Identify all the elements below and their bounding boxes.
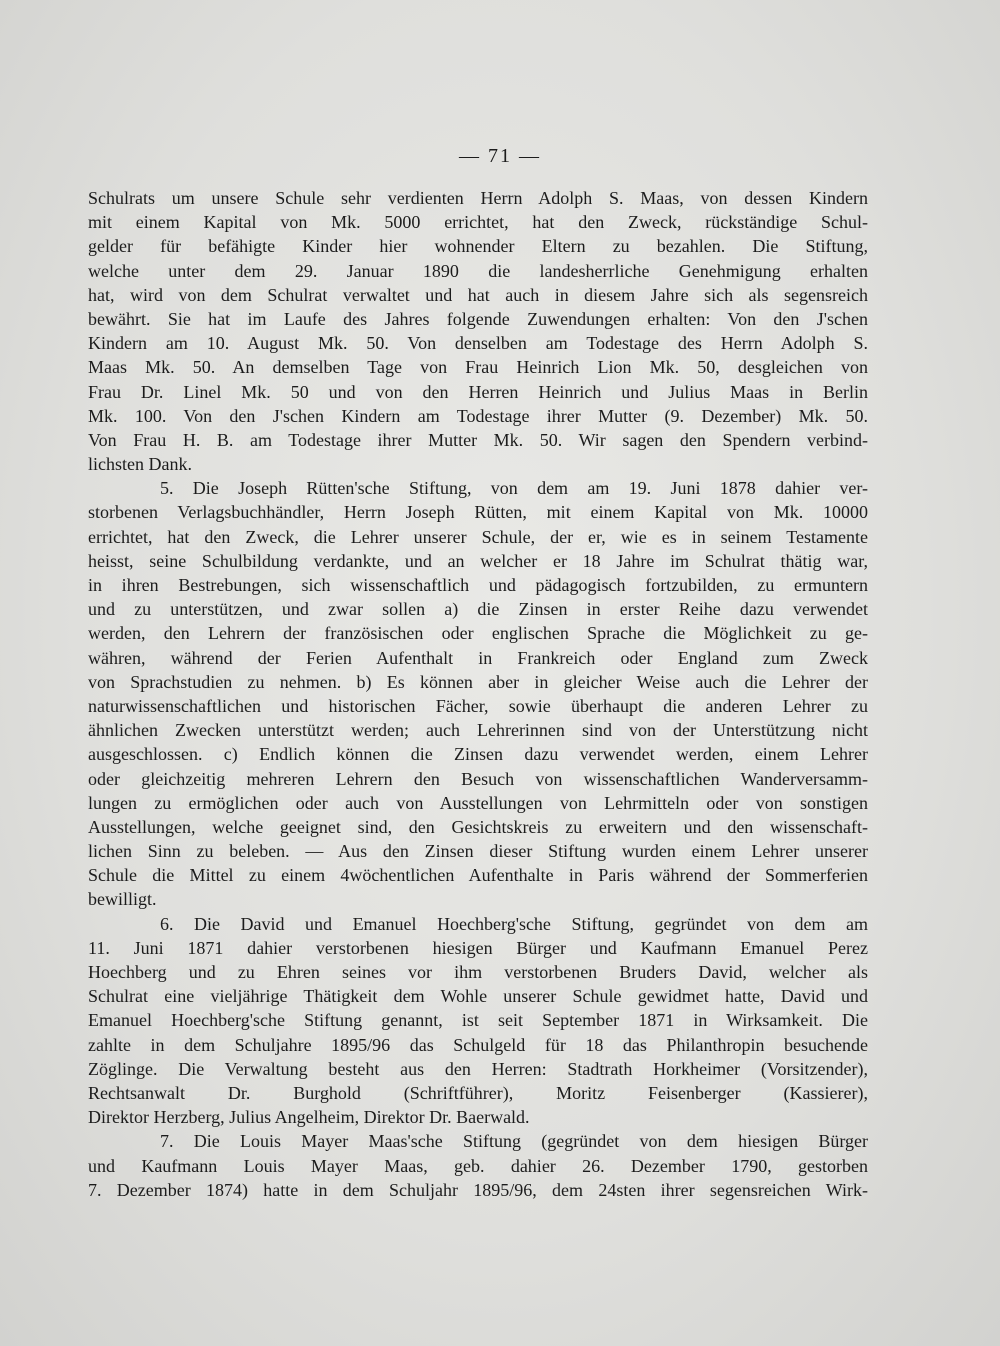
text-line: Frau Dr. Linel Mk. 50 und von den Herren Heinrich und Julius Maas in Berlin (88, 381, 868, 402)
text-line: Zöglinge. Die Verwaltung besteht aus den Herren: Stadtrath Horkheimer (Vorsitzender), (88, 1058, 868, 1079)
text-line: Von Frau H. B. am Todestage ihrer Mutter Mk. 50. Wir sagen den Spendern verbind- (88, 429, 868, 450)
text-line: Schulrat eine vieljährige Thätigkeit dem Wohle unserer Schule gewidmet hatte, David und (88, 986, 868, 1007)
text-line: Rechtsanwalt Dr. Burghold (Schriftführer), Moritz Feisenberger (Kassierer), (88, 1082, 868, 1103)
text-line: bewilligt. (88, 889, 157, 910)
text-line: lungen zu ermöglichen oder auch von Ausstellungen von Lehrmitteln oder von sonstigen (88, 792, 868, 813)
text-line: Maas Mk. 50. An demselben Tage von Frau Heinrich Lion Mk. 50, desgleichen von (88, 357, 868, 378)
text-line: naturwissenschaftlichen und historischen Fächer, sowie überhaupt die anderen Lehrer zu (88, 695, 868, 716)
text-line: Kindern am 10. August Mk. 50. Von denselben am Todestage des Herrn Adolph S. (88, 333, 868, 354)
text-line: zahlte in dem Schuljahre 1895/96 das Schulgeld für 18 das Philanthropin besuchende (88, 1034, 868, 1055)
text-line: werden, den Lehrern der französischen oder englischen Sprache die Möglichkeit zu ge- (88, 623, 868, 644)
text-line: Schule die Mittel zu einem 4wöchentlichen Aufenthalte in Paris während der Sommerferien (88, 865, 868, 886)
text-line: heisst, seine Schulbildung verdankte, und an welcher er 18 Jahre im Schulrat thätig war, (88, 550, 868, 571)
text-line: Ausstellungen, welche geeignet sind, den Gesichtskreis zu erweitern und den wissenschaft- (88, 816, 868, 837)
text-line: hat, wird von dem Schulrat verwaltet und hat auch in diesem Jahre sich als segensreich (88, 284, 868, 305)
text-line: und zu unterstützen, und zwar sollen a) die Zinsen in erster Reihe dazu verwendet (88, 599, 868, 620)
section-5-heading-line: 5. Die Joseph Rütten'sche Stiftung, von dem am 19. Juni 1878 dahier ver- (160, 478, 868, 499)
text-line: welche unter dem 29. Januar 1890 die landesherrliche Genehmigung erhalten (88, 260, 868, 281)
text-line: oder gleichzeitig mehreren Lehrern den Besuch von wissenschaftlichen Wanderversamm- (88, 768, 868, 789)
text-line: ausgeschlossen. c) Endlich können die Zinsen dazu verwendet werden, einem Lehrer (88, 744, 868, 765)
text-line: storbenen Verlagsbuchhändler, Herrn Joseph Rütten, mit einem Kapital von Mk. 10000 (88, 502, 868, 523)
text-line: mit einem Kapital von Mk. 5000 errichtet, hat den Zweck, rückständige Schul- (88, 212, 868, 233)
text-line: und Kaufmann Louis Mayer Maas, geb. dahier 26. Dezember 1790, gestorben (88, 1155, 868, 1176)
page-number: — 71 — (459, 145, 541, 167)
text-line: ähnlichen Zwecken unterstützt werden; auch Lehrerinnen sind von der Unterstützung nicht (88, 720, 868, 741)
text-line: lichsten Dank. (88, 454, 192, 475)
text-line: 11. Juni 1871 dahier verstorbenen hiesigen Bürger und Kaufmann Emanuel Perez (88, 937, 868, 958)
section-7-heading-line: 7. Die Louis Mayer Maas'sche Stiftung (gegründet von dem hiesigen Bürger (160, 1131, 868, 1152)
text-line: lichen Sinn zu beleben. — Aus den Zinsen dieser Stiftung wurden einem Lehrer unserer (88, 841, 868, 862)
text-line: in ihren Bestrebungen, sich wissenschaftlich und pädagogisch fortzubilden, zu ermuntern (88, 575, 868, 595)
text-line: 7. Dezember 1874) hatte in dem Schuljahr 1895/96, dem 24sten ihrer segensreichen Wirk- (88, 1179, 868, 1200)
text-line: bewährt. Sie hat im Laufe des Jahres folgende Zuwendungen erhalten: Von den J'schen (88, 308, 868, 329)
text-line: Direktor Herzberg, Julius Angelheim, Direktor Dr. Baerwald. (88, 1107, 530, 1128)
text-line: errichtet, hat den Zweck, die Lehrer unserer Schule, der er, wie es in seinem Testamente (88, 526, 868, 547)
section-6-heading-line: 6. Die David und Emanuel Hoechberg'sche Stiftung, gegründet von dem am (160, 913, 868, 934)
text-line: gelder für befähigte Kinder hier wohnender Eltern zu bezahlen. Die Stiftung, (88, 236, 868, 257)
body-text (88, 186, 868, 1202)
text-line: Schulrats um unsere Schule sehr verdienten Herrn Adolph S. Maas, von dessen Kindern (88, 188, 868, 208)
text-line: Mk. 100. Von den J'schen Kindern am Todestage ihrer Mutter (9. Dezember) Mk. 50. (88, 405, 868, 426)
text-line: währen, während der Ferien Aufenthalt in Frankreich oder England zum Zweck (88, 647, 868, 668)
text-line: von Sprachstudien zu nehmen. b) Es können aber in gleicher Weise auch die Lehrer der (88, 671, 868, 692)
text-line: Emanuel Hoechberg'sche Stiftung genannt, ist seit September 1871 in Wirksamkeit. Die (88, 1010, 868, 1031)
text-line: Hoechberg und zu Ehren seines vor ihm verstorbenen Bruders David, welcher als (88, 962, 868, 982)
